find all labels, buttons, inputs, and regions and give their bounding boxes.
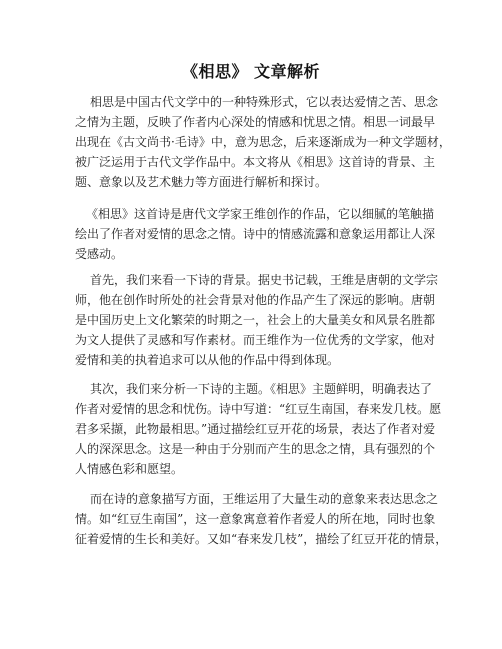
paragraph-line: 人情感色彩和愿望。: [75, 462, 184, 476]
paragraph-line: 之情为主题，反映了作者内心深处的情感和忧思之情。相思一词最早: [75, 115, 436, 129]
paragraph-line: 首先，我们来看一下诗的背景。据史书记载，王维是唐朝的文学宗: [90, 273, 439, 287]
paragraph-line: 情。如“红豆生南国”，这一意象寓意着作者爱人的所在地，同时也象: [75, 512, 436, 526]
article-title: 《相思》 文章解析: [181, 62, 321, 81]
paragraph-line: 绘出了作者对爱情的思念之情。诗中的情感流露和意象运用都让人深: [75, 227, 436, 241]
paragraph-line: 人的深深思念。这是一种由于分别而产生的思念之情，具有强烈的个: [75, 442, 436, 456]
paragraph-line: 爱情和美的执着追求可以从他的作品中得到体现。: [75, 353, 340, 367]
paragraph-line: 题、意象以及艺术魅力等方面进行解析和探讨。: [75, 175, 328, 189]
paragraph-line: 而在诗的意象描写方面，王维运用了大量生动的意象来表达思念之: [90, 492, 439, 506]
paragraph-line: 是中国历史上文化繁荣的时期之一，社会上的大量美女和风景名胜都: [75, 313, 436, 327]
paragraph-line: 君多采撷，此物最相思。”通过描绘红豆开花的场景，表达了作者对爱: [75, 422, 436, 436]
paragraph-line: 相思是中国古代文学中的一种特殊形式，它以表达爱情之苦、思念: [90, 95, 439, 109]
paragraph-line: 《相思》这首诗是唐代文学家王维创作的作品，它以细腻的笔触描: [86, 207, 435, 221]
paragraph-line: 受感动。: [75, 247, 124, 261]
paragraph-line: 师，他在创作时所处的社会背景对他的作品产生了深远的影响。唐朝: [75, 293, 436, 307]
paragraph-line: 出现在《古文尚书·毛诗》中，意为思念，后来逐渐成为一种文学题材，: [75, 135, 451, 149]
paragraph-line: 其次，我们来分析一下诗的主题。《相思》主题鲜明，明确表达了: [90, 382, 433, 396]
paragraph-line: 为文人提供了灵感和写作素材。而王维作为一位优秀的文学家，他对: [75, 333, 436, 347]
paragraph-line: 作者对爱情的思念和忧伤。诗中写道：“红豆生南国，春来发几枝。愿: [75, 402, 442, 416]
paragraph-line: 征着爱情的生长和美好。又如“春来发几枝”，描绘了红豆开花的情景，: [75, 532, 448, 546]
paragraph-line: 被广泛运用于古代文学作品中。本文将从《相思》这首诗的背景、主: [75, 155, 436, 169]
